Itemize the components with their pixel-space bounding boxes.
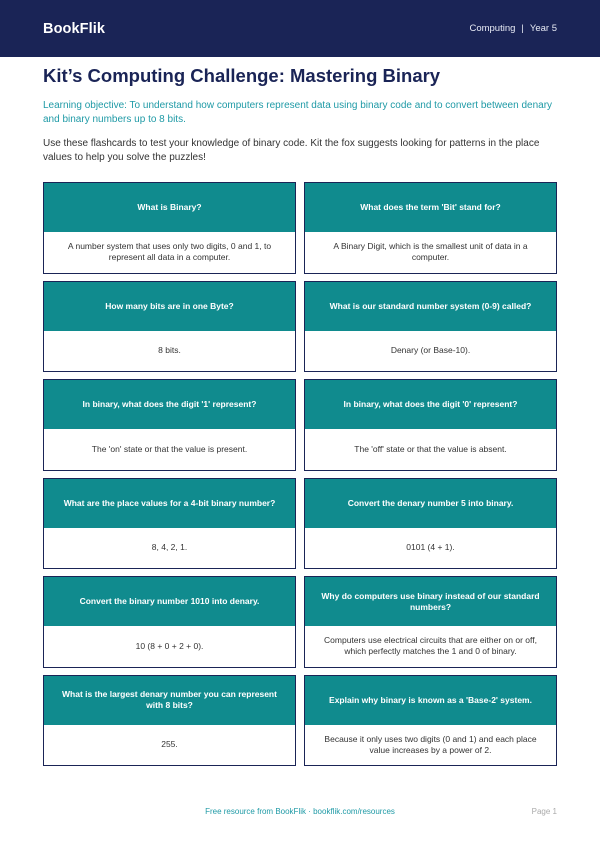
brand-logo-text[interactable]: BookFlik [43, 20, 106, 37]
flashcard-question: Why do computers use binary instead of our standard numbers? [305, 577, 556, 626]
flashcard [43, 182, 296, 274]
flashcard [304, 478, 557, 570]
flashcard-grid [43, 182, 557, 766]
flashcard-answer: 255. [161, 739, 178, 750]
flashcard [304, 576, 557, 668]
flashcard-question: What is our standard number system (0-9) called? [305, 282, 556, 331]
learning-objective: Learning objective: To understand how computers represent data using binary code and to convert between denary and binary numbers up to 8 bits. [43, 100, 553, 125]
page-title: Kit’s Computing Challenge: Mastering Binary [43, 65, 441, 86]
flashcard-question: What are the place values for a 4-bit binary number? [44, 479, 295, 528]
flashcard-question: Convert the binary number 1010 into denary. [44, 577, 295, 626]
year-label: Year 5 [529, 23, 557, 34]
flashcard-answer: 0101 (4 + 1). [406, 542, 455, 553]
footer-credit-link[interactable]: Free resource from BookFlik · bookflik.com/resources [205, 807, 395, 816]
flashcard-answer: 8 bits. [158, 345, 181, 356]
top-header-bar [0, 0, 600, 57]
flashcard-question: What is Binary? [44, 183, 295, 232]
flashcard [43, 675, 296, 767]
header-meta [469, 23, 557, 34]
intro-text: Use these flashcards to test your knowledge of binary code. Kit the fox suggests looking for patterns in the place values to help you solve the puzzles! [43, 138, 540, 163]
flashcard [43, 379, 296, 471]
page-number: Page 1 [531, 807, 557, 816]
flashcard-question: In binary, what does the digit '1' represent? [44, 380, 295, 429]
flashcard-answer: Computers use electrical circuits that are either on or off, which perfectly matches the 1 and 0 of binary. [324, 635, 537, 657]
flashcard [304, 379, 557, 471]
flashcard-answer: Denary (or Base-10). [390, 345, 471, 356]
flashcard-answer: 8, 4, 2, 1. [151, 542, 188, 553]
flashcard [43, 281, 296, 373]
flashcard-question: Convert the denary number 5 into binary. [305, 479, 556, 528]
flashcard [43, 478, 296, 570]
flashcard [304, 675, 557, 767]
flashcard-question: What is the largest denary number you can represent with 8 bits? [44, 676, 295, 725]
flashcard-answer: A number system that uses only two digits, 0 and 1, to represent all data in a computer. [67, 241, 272, 263]
flashcard [304, 182, 557, 274]
flashcard-question: In binary, what does the digit '0' represent? [305, 380, 556, 429]
page-footer [0, 807, 600, 821]
flashcard-answer: The 'on' state or that the value is present. [91, 443, 248, 454]
flashcard [304, 281, 557, 373]
flashcard-question: Explain why binary is known as a 'Base-2' system. [305, 676, 556, 725]
flashcard-question: How many bits are in one Byte? [44, 282, 295, 331]
flashcard [43, 576, 296, 668]
flashcard-answer: A Binary Digit, which is the smallest unit of data in a computer. [333, 241, 528, 263]
subject-label: Computing [469, 23, 516, 34]
flashcard-answer: 10 (8 + 0 + 2 + 0). [135, 640, 204, 651]
flashcard-answer: The 'off' state or that the value is absent. [354, 443, 507, 454]
meta-separator: | [521, 23, 524, 34]
flashcard-question: What does the term 'Bit' stand for? [305, 183, 556, 232]
flashcard-answer: Because it only uses two digits (0 and 1) and each place value increases by a power of 2. [324, 733, 537, 755]
